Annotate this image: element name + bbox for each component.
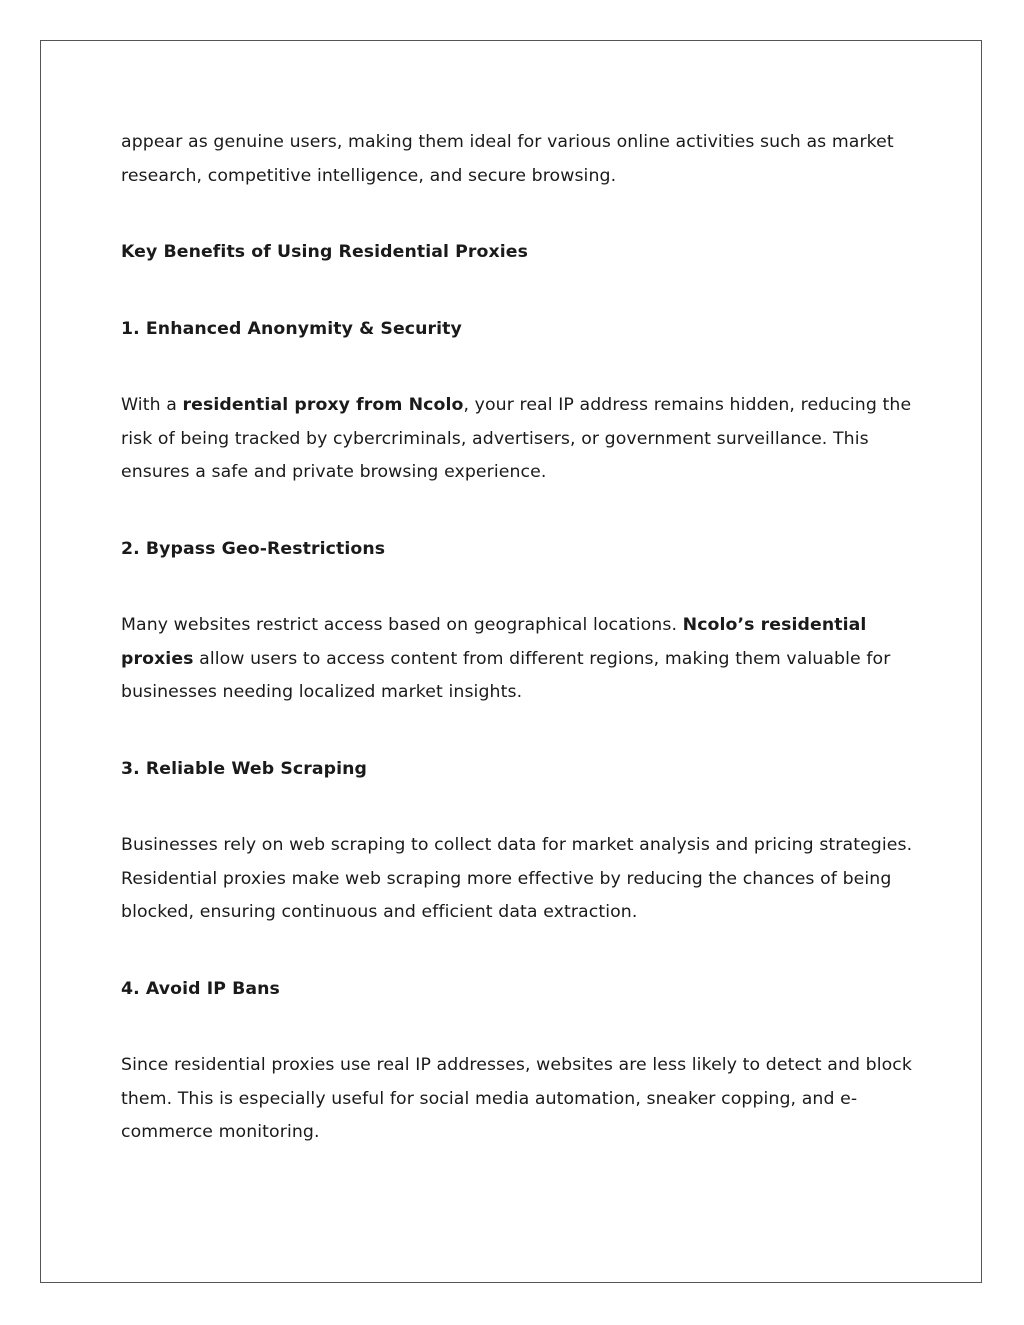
benefit-paragraph-4: Since residential proxies use real IP addresses, websites are less likely to detect and block them. This is especially useful for social media automation, sneaker copping, and e-commerce monitoring. — [121, 1055, 913, 1142]
benefit-paragraph-2 — [121, 609, 921, 710]
paragraph-text: Many websites restrict access based on geographical locations. — [121, 615, 683, 635]
benefit-heading-4: 4. Avoid IP Bans — [121, 978, 280, 999]
benefit-heading-2: 2. Bypass Geo-Restrictions — [121, 538, 386, 559]
benefit-paragraph-3: Businesses rely on web scraping to collect data for market analysis and pricing strategies. Residential proxies make web scraping more effective by reducing the chances of being blocked, ensuring continuous and efficient data extraction. — [121, 835, 913, 922]
document-body — [121, 126, 921, 1150]
bold-phrase: residential proxy from Ncolo — [182, 395, 464, 415]
intro-paragraph: appear as genuine users, making them ideal for various online activities such as market research, competitive intelligence, and secure browsing. — [121, 132, 894, 186]
benefit-heading-3: 3. Reliable Web Scraping — [121, 758, 367, 779]
paragraph-text: allow users to access content from different regions, making them valuable for businesses needing localized market insights. — [121, 648, 891, 702]
benefit-paragraph-1 — [121, 389, 921, 490]
paragraph-text: , your real IP address remains hidden, reducing the risk of being tracked by cybercriminals, advertisers, or government surveillance. This ensures a safe and private browsing experience. — [121, 395, 912, 482]
bold-phrase: Ncolo’s residential proxies — [121, 615, 867, 669]
paragraph-text: With a — [121, 395, 183, 415]
benefit-heading-1: 1. Enhanced Anonymity & Security — [121, 318, 462, 339]
section-title: Key Benefits of Using Residential Proxies — [121, 242, 529, 262]
